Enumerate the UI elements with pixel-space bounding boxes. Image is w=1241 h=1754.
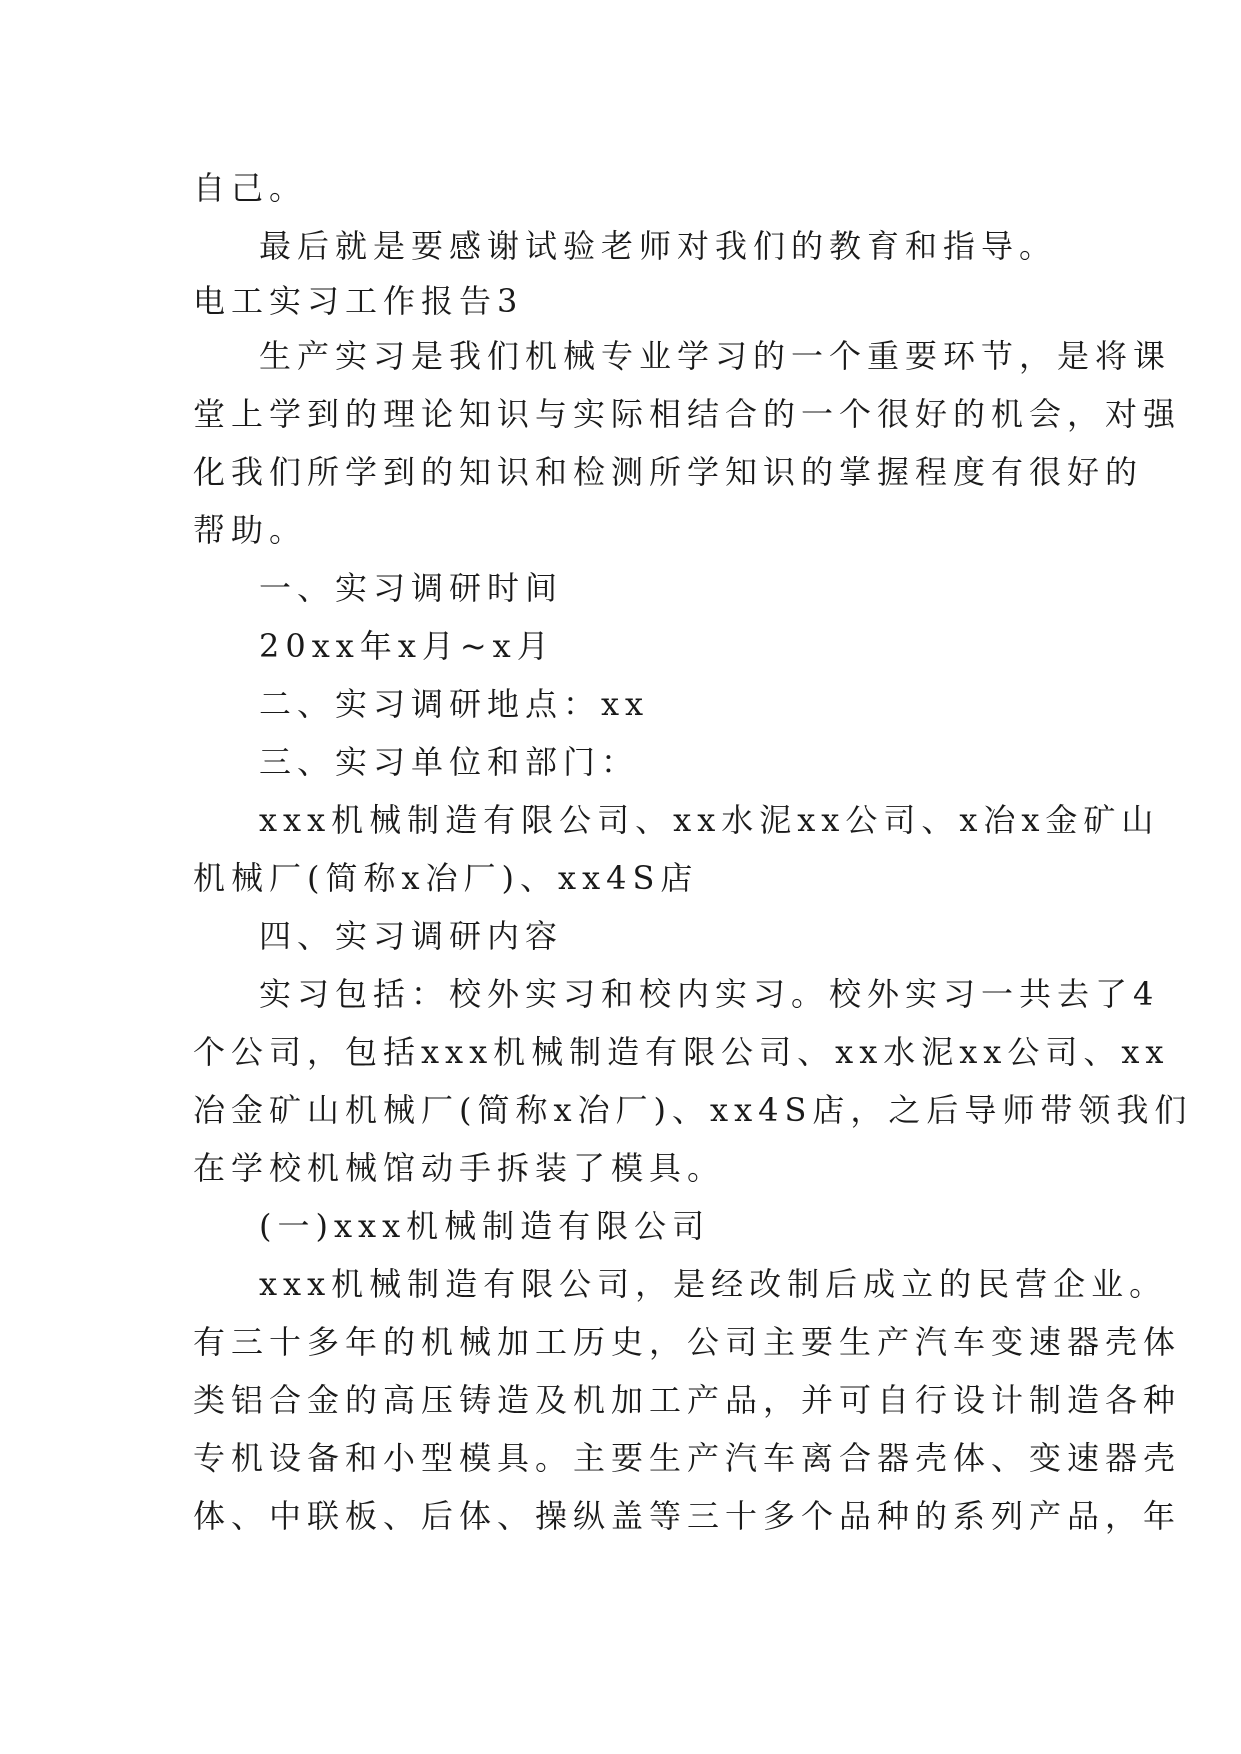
text-line: 类铝合金的高压铸造及机加工产品，并可自行设计制造各种 (193, 1381, 1182, 1419)
document-body (193, 159, 1193, 1545)
section-heading: 电工实习工作报告3 (193, 282, 524, 320)
text-line: xxx机械制造有限公司，是经改制后成立的民营企业。 (259, 1265, 1168, 1303)
text-line: 实习包括：校外实习和校内实习。校外实习一共去了4 (259, 975, 1160, 1013)
text-line: 20xx年x月~x月 (259, 627, 555, 665)
text-line: 机械厂(简称x冶厂)、xx4S店 (193, 859, 699, 897)
text-line: 在学校机械馆动手拆装了模具。 (193, 1149, 726, 1187)
text-line: 三、实习单位和部门： (259, 743, 640, 781)
text-line: 冶金矿山机械厂(简称x冶厂)、xx4S店，之后导师带领我们 (193, 1091, 1193, 1129)
text-line: 帮助。 (193, 511, 308, 549)
text-line: 自己。 (193, 169, 308, 207)
text-line: 堂上学到的理论知识与实际相结合的一个很好的机会，对强 (193, 395, 1182, 433)
text-line: 专机设备和小型模具。主要生产汽车离合器壳体、变速器壳 (193, 1439, 1182, 1477)
text-line: 个公司，包括xxx机械制造有限公司、xx水泥xx公司、xx (193, 1033, 1170, 1071)
text-line: 四、实习调研内容 (259, 917, 564, 955)
text-line: 生产实习是我们机械专业学习的一个重要环节，是将课 (259, 337, 1172, 375)
text-line: 有三十多年的机械加工历史，公司主要生产汽车变速器壳体 (193, 1323, 1182, 1361)
text-line: 最后就是要感谢试验老师对我们的教育和指导。 (259, 227, 1058, 265)
text-line: 二、实习调研地点：xx (259, 685, 650, 723)
text-line: 体、中联板、后体、操纵盖等三十多个品种的系列产品，年 (193, 1497, 1182, 1535)
text-line: xxx机械制造有限公司、xx水泥xx公司、x冶x金矿山 (259, 801, 1160, 839)
text-line: (一)xxx机械制造有限公司 (259, 1207, 711, 1245)
text-line: 一、实习调研时间 (259, 569, 564, 607)
text-line: 化我们所学到的知识和检测所学知识的掌握程度有很好的 (193, 453, 1144, 491)
